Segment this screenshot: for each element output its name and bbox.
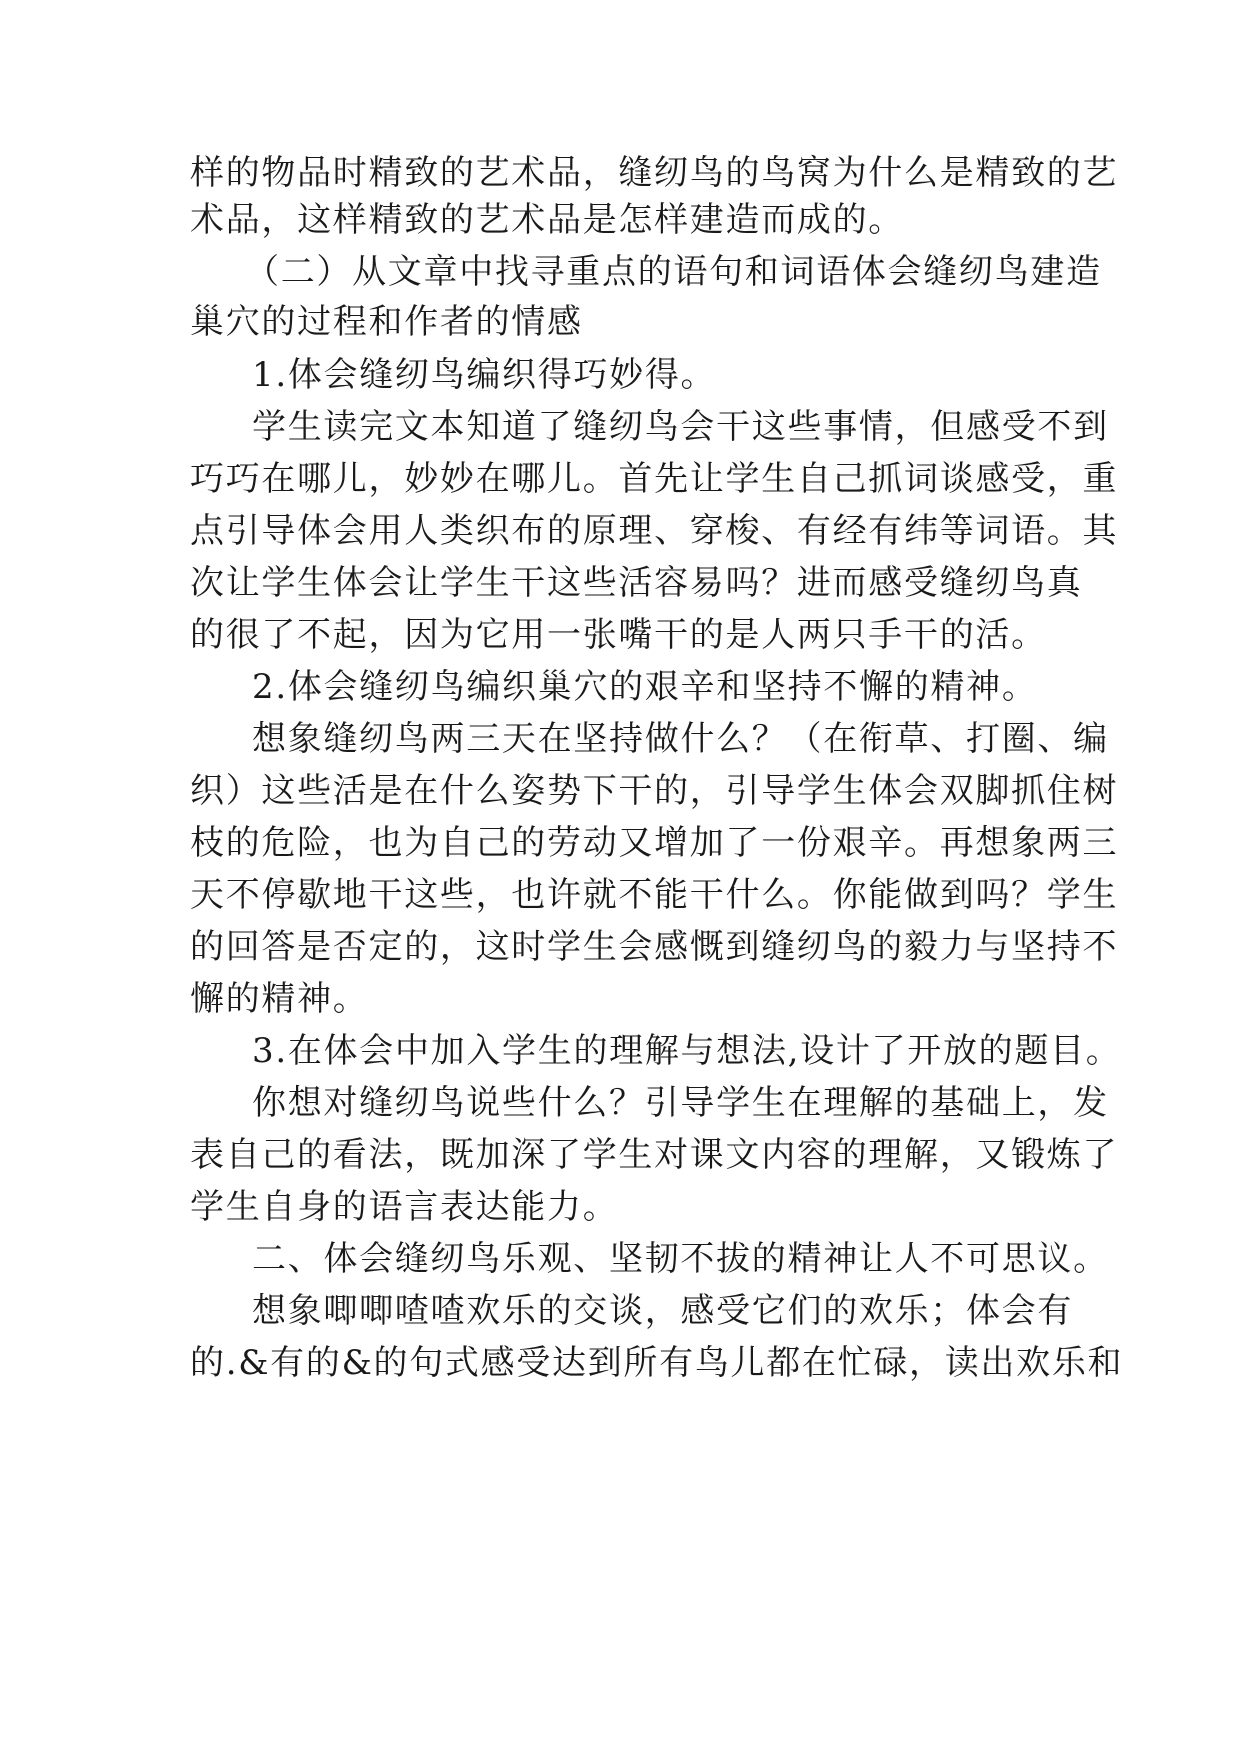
text-line: 懈的精神。 — [190, 979, 369, 1019]
text-line: 想象缝纫鸟两三天在坚持做什么？（在衔草、打圈、编 — [252, 719, 1109, 759]
text-line: 你想对缝纫鸟说些什么？引导学生在理解的基础上，发 — [252, 1083, 1109, 1123]
text-line: 巢穴的过程和作者的情感 — [190, 302, 583, 342]
text-line: 的回答是否定的，这时学生会感慨到缝纫鸟的毅力与坚持不 — [190, 927, 1119, 967]
section-heading: 二、体会缝纫鸟乐观、坚韧不拔的精神让人不可思议。 — [252, 1239, 1109, 1279]
text-line: 的.&有的&的句式感受达到所有鸟儿都在忙碌，读出欢乐和 — [190, 1343, 1124, 1383]
text-line: 枝的危险，也为自己的劳动又增加了一份艰辛。再想象两三 — [190, 823, 1119, 863]
section-heading: （二）从文章中找寻重点的语句和词语体会缝纫鸟建造 — [245, 252, 1102, 292]
text-line: 表自己的看法，既加深了学生对课文内容的理解，又锻炼了 — [190, 1135, 1119, 1175]
text-line: 学生自身的语言表达能力。 — [190, 1187, 619, 1227]
text-line: 的很了不起，因为它用一张嘴干的是人两只手干的活。 — [190, 615, 1047, 655]
subheading: 3.在体会中加入学生的理解与想法,设计了开放的题目。 — [252, 1031, 1122, 1071]
text-line: 天不停歇地干这些，也许就不能干什么。你能做到吗？学生 — [190, 875, 1119, 915]
text-line: 点引导体会用人类织布的原理、穿梭、有经有纬等词语。其 — [190, 511, 1119, 551]
text-line: 想象唧唧喳喳欢乐的交谈，感受它们的欢乐；体会有 — [252, 1291, 1074, 1331]
subheading: 2.体会缝纫鸟编织巢穴的艰辛和坚持不懈的精神。 — [252, 667, 1038, 707]
text-line: 巧巧在哪儿，妙妙在哪儿。首先让学生自己抓词谈感受，重 — [190, 459, 1119, 499]
text-line: 术品，这样精致的艺术品是怎样建造而成的。 — [190, 200, 904, 240]
text-line: 次让学生体会让学生干这些活容易吗？进而感受缝纫鸟真 — [190, 563, 1083, 603]
text-line: 织）这些活是在什么姿势下干的，引导学生体会双脚抓住树 — [190, 771, 1119, 811]
subheading: 1.体会缝纫鸟编织得巧妙得。 — [252, 355, 717, 395]
text-line: 样的物品时精致的艺术品，缝纫鸟的鸟窝为什么是精致的艺 — [190, 153, 1119, 193]
text-line: 学生读完文本知道了缝纫鸟会干这些事情，但感受不到 — [252, 407, 1109, 447]
